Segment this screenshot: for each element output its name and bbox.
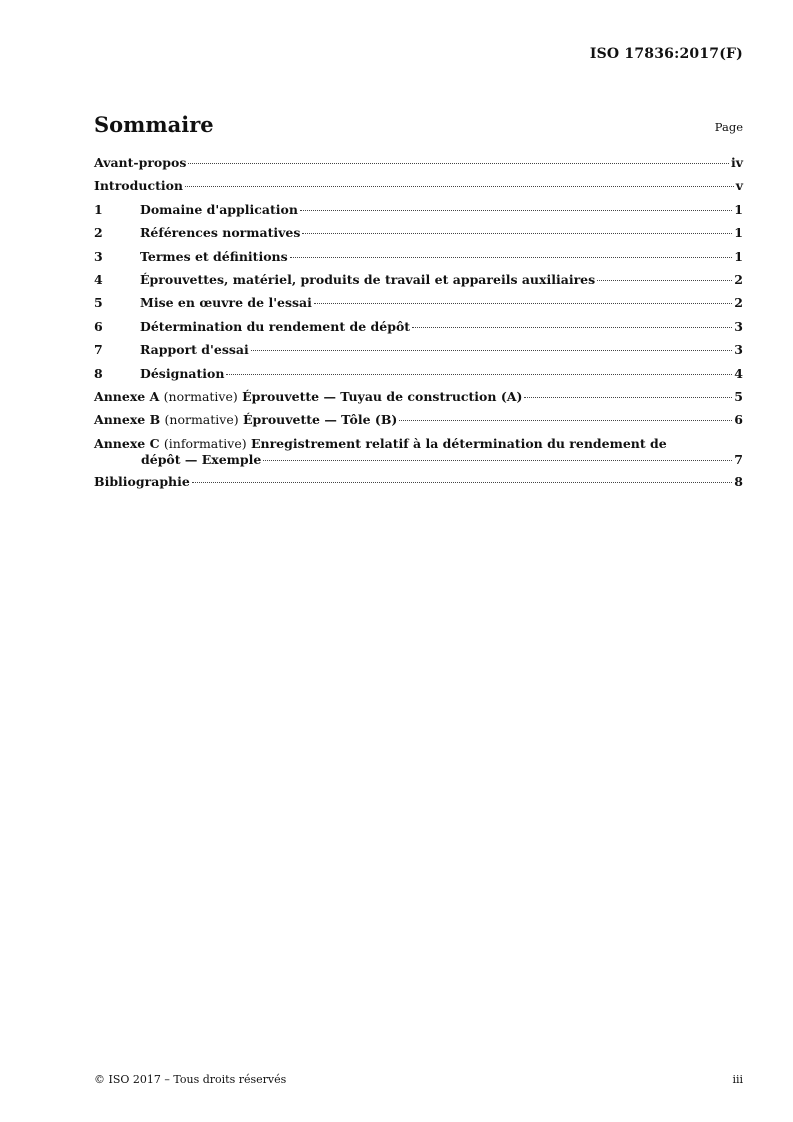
toc-entry-section-8[interactable]	[94, 366, 743, 389]
toc-entry-title: Bibliographie	[94, 473, 190, 489]
toc-entry-title: Introduction	[94, 178, 184, 194]
toc-entry-number: 4	[94, 271, 103, 287]
dot-leader	[524, 397, 732, 398]
dot-leader	[192, 482, 732, 483]
toc-entry-foreword[interactable]	[94, 155, 743, 178]
dot-leader	[300, 210, 732, 211]
dot-leader	[314, 303, 732, 304]
toc-entry-introduction[interactable]	[94, 178, 743, 201]
toc-entry-page: 1	[734, 225, 743, 241]
toc-entry-page: 8	[734, 473, 743, 489]
toc-entry-page: 5	[734, 388, 743, 404]
annex-type: (normative)	[163, 388, 238, 404]
toc-entry-number: 1	[94, 201, 103, 217]
toc-entry-title: Désignation	[140, 365, 225, 381]
toc-entry-title-line-1: Enregistrement relatif à la détermination du rendement de	[250, 435, 667, 451]
toc-page-column-label: Page	[714, 120, 743, 134]
annex-c-line-1	[94, 436, 743, 452]
annex-type: (informative)	[163, 435, 247, 451]
toc-entry-number: 2	[94, 225, 103, 241]
dot-leader	[597, 280, 732, 281]
toc-entry-number: 7	[94, 342, 103, 358]
annex-label: Annexe B	[94, 412, 161, 428]
toc-title: Sommaire	[94, 112, 214, 137]
footer-copyright: © ISO 2017 – Tous droits réservés	[94, 1073, 287, 1086]
dot-leader	[226, 374, 732, 375]
dot-leader	[412, 327, 732, 328]
toc-entry-annex-a[interactable]	[94, 389, 743, 412]
toc-entry-section-4[interactable]	[94, 272, 743, 295]
dot-leader	[251, 350, 733, 351]
dot-leader	[185, 186, 734, 187]
toc-entry-title: Mise en œuvre de l'essai	[140, 295, 312, 311]
toc-entry-page: v	[735, 178, 743, 194]
toc-entry-page: 3	[734, 342, 743, 358]
toc-entry-page: 7	[734, 451, 743, 467]
dot-leader	[263, 460, 732, 461]
toc-entry-page: iv	[730, 155, 743, 170]
toc-entry-page: 2	[734, 295, 743, 311]
toc-entry-page: 2	[734, 271, 743, 287]
toc-entry-page: 1	[734, 201, 743, 217]
toc-entry-title: Rapport d'essai	[140, 342, 249, 358]
annex-c-line-2	[94, 452, 743, 468]
toc-entry-number: 8	[94, 365, 103, 381]
toc-entry-title: Éprouvette — Tôle (B)	[242, 412, 398, 428]
annex-label: Annexe C	[94, 435, 160, 451]
toc-entry-page: 3	[734, 318, 743, 334]
toc-header	[94, 112, 743, 142]
toc-entry-title: Détermination du rendement de dépôt	[140, 318, 411, 334]
dot-leader	[188, 163, 729, 164]
toc-entry-page: 1	[734, 248, 743, 264]
annex-label: Annexe A	[94, 388, 160, 404]
toc-entry-section-7[interactable]	[94, 342, 743, 365]
toc-entry-number: 3	[94, 248, 103, 264]
toc-entry-number: 5	[94, 295, 103, 311]
toc-entry-title: Éprouvettes, matériel, produits de travail et appareils auxiliaires	[140, 271, 596, 287]
toc-list	[94, 155, 743, 497]
toc-entry-title: Éprouvette — Tuyau de construction (A)	[242, 388, 523, 404]
toc-entry-page: 4	[734, 365, 743, 381]
toc-entry-bibliography[interactable]	[94, 474, 743, 497]
toc-entry-section-3[interactable]	[94, 249, 743, 272]
dot-leader	[399, 420, 732, 421]
toc-entry-title: Références normatives	[140, 225, 301, 241]
toc-entry-section-6[interactable]	[94, 319, 743, 342]
toc-entry-section-2[interactable]	[94, 225, 743, 248]
toc-entry-number: 6	[94, 318, 103, 334]
document-id: ISO 17836:2017(F)	[589, 46, 743, 62]
toc-entry-page: 6	[734, 412, 743, 428]
dot-leader	[302, 233, 732, 234]
toc-entry-title: Avant-propos	[94, 155, 187, 170]
toc-entry-annex-c[interactable]	[94, 436, 743, 468]
toc-entry-section-5[interactable]	[94, 295, 743, 318]
footer-page-number: iii	[732, 1073, 743, 1086]
toc-entry-title: Termes et définitions	[140, 248, 288, 264]
dot-leader	[290, 257, 733, 258]
annex-type: (normative)	[164, 412, 239, 428]
toc-entry-title-line-2: dépôt — Exemple	[141, 451, 262, 467]
toc-entry-section-1[interactable]	[94, 202, 743, 225]
toc-entry-title: Domaine d'application	[140, 201, 298, 217]
toc-entry-annex-b[interactable]	[94, 412, 743, 435]
